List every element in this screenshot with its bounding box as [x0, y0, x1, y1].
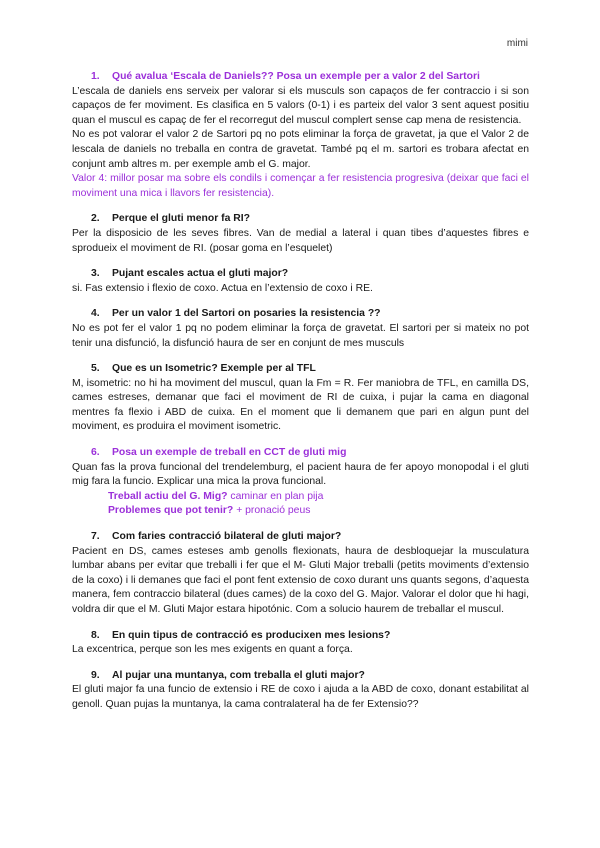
- sub-item-text: + pronació peus: [236, 505, 311, 517]
- answer-paragraph: Quan fas la prova funcional del trendelemburg, el pacient haura de fer apoyo monopodal i el gluti mig fara la funcio. Explicar una mica la prova funcional.: [72, 461, 529, 488]
- question-heading: [72, 530, 529, 545]
- answer-paragraph: Pacient en DS, cames esteses amb genolls flexionats, haura de desbloquejar la musculatura lumbar abans per evitar que treballi i fer que el M- Gluti Major treballi (petits moviments d’extensio de la coxo) i li demanes que faci el pont fent extensio de coxo durant uns quants segons, d’aquesta manera, fem contraccio bilateral (dues cames) de la coxo del G. Major. Valorar el dolor que hi hagi, voldra dir que el M. Gluti Major estara hipotónic. Com a solucio haurem de treballar el muscul.: [72, 545, 529, 615]
- question-text: Per un valor 1 del Sartori on posaries la resistencia ??: [112, 308, 381, 320]
- question-number: 3.: [91, 268, 100, 280]
- sub-item: [72, 490, 529, 505]
- document-body: [72, 70, 529, 724]
- section-2: [72, 212, 529, 256]
- section-5: [72, 362, 529, 435]
- question-text: Al pujar una muntanya, com treballa el gluti major?: [112, 669, 365, 681]
- section-3: [72, 267, 529, 296]
- question-number: 1.: [91, 71, 100, 82]
- question-text: Pujant escales actua el gluti major?: [112, 268, 289, 280]
- question-heading: [72, 212, 529, 227]
- section-7: [72, 530, 529, 618]
- question-heading: [72, 629, 529, 644]
- answer-paragraph: si. Fas extensio i flexio de coxo. Actua en l’extensio de coxo i RE.: [72, 282, 373, 294]
- question-heading: [72, 267, 529, 282]
- answer-paragraph: M, isometric: no hi ha moviment del muscul, quan la Fm = R. Fer maniobra de TFL, en camilla DS, cames estreses, demanar que faci el moviment de RI de cuixa, i pujar la cama en diagonal mentres fa flexio i ABD de cuixa. En el moment que li demanem que pari en algun punt del moviment, es produira el moviment isometric.: [72, 377, 529, 433]
- question-number: 6.: [91, 447, 100, 459]
- section-1: [72, 70, 529, 201]
- question-number: 2.: [91, 213, 100, 225]
- question-number: 5.: [91, 363, 100, 375]
- section-6: [72, 446, 529, 519]
- question-text: Que es un Isometric? Exemple per al TFL: [112, 363, 316, 375]
- answer-paragraph: No es pot fer el valor 1 pq no podem eliminar la força de gravetat. El sartori per si mateix no pot tenir una disfunció, la disfunció haura de ser en conjunt de mes musculs: [72, 322, 529, 349]
- section-4: [72, 307, 529, 351]
- question-number: 8.: [91, 629, 100, 641]
- question-heading: [72, 307, 529, 322]
- sub-item: [72, 504, 529, 519]
- answer-paragraph: Per la disposicio de les seves fibres. Van de medial a lateral i quan tibes d’aquestes fibres e sprodueix el moviment de RI. (posar goma en l’esquelet): [72, 227, 529, 254]
- answer-paragraph: No es pot valorar el valor 2 de Sartori pq no pots eliminar la força de gravetat, ja que el Valor 2 de lescala de daniels no treballa en contra de gravetat. També pq el m. sartori es trobara afectat en conjunt amb altres m. per exemple amb el G. major.: [72, 129, 529, 170]
- answer-note: Valor 4: millor posar ma sobre els condils i començar a fer resistencia progresiva (deixar que faci el moviment una mica i llavors fer resistencia).: [72, 173, 529, 199]
- question-heading: [72, 669, 529, 684]
- answer-paragraph: El gluti major fa una funcio de extensio i RE de coxo i ajuda a la ABD de coxo, donant estabilitat al genoll. Quan pujas la muntanya, la cama contralateral ha de fer Extensio??: [72, 684, 529, 710]
- sub-item-text: caminar en plan pija: [230, 490, 324, 502]
- question-heading: [72, 70, 529, 85]
- question-number: 9.: [91, 669, 100, 681]
- answer-paragraph: La excentrica, perque son les mes exigents en quant a força.: [72, 644, 353, 656]
- question-text: Qué avalua ‘Escala de Daniels?? Posa un exemple per a valor 2 del Sartori: [112, 71, 480, 82]
- question-heading: [72, 362, 529, 377]
- question-text: En quin tipus de contracció es producixen mes lesions?: [112, 629, 391, 641]
- answer-paragraph: L’escala de daniels ens serveix per valorar si els musculs son capaços de fer contraccio i si son capaços de fer moviment. Es clasifica en 5 valors (0-1) i es parteix del valor 3 sent aquest positiu quan el muscul es capaç de fer el recorregut del muscul complert sense cap mena de resistencia.: [72, 85, 529, 126]
- question-text: Posa un exemple de treball en CCT de gluti mig: [112, 447, 347, 459]
- section-8: [72, 629, 529, 658]
- sub-item-label: Treball actiu del G. Mig?: [108, 490, 228, 502]
- header-author: mimi: [506, 38, 528, 49]
- question-number: 7.: [91, 531, 100, 543]
- question-number: 4.: [91, 308, 100, 320]
- section-9: [72, 669, 529, 713]
- question-heading: [72, 446, 529, 461]
- question-text: Perque el gluti menor fa RI?: [112, 213, 250, 225]
- question-text: Com faries contracció bilateral de gluti major?: [112, 531, 342, 543]
- sub-item-label: Problemes que pot tenir?: [108, 505, 234, 517]
